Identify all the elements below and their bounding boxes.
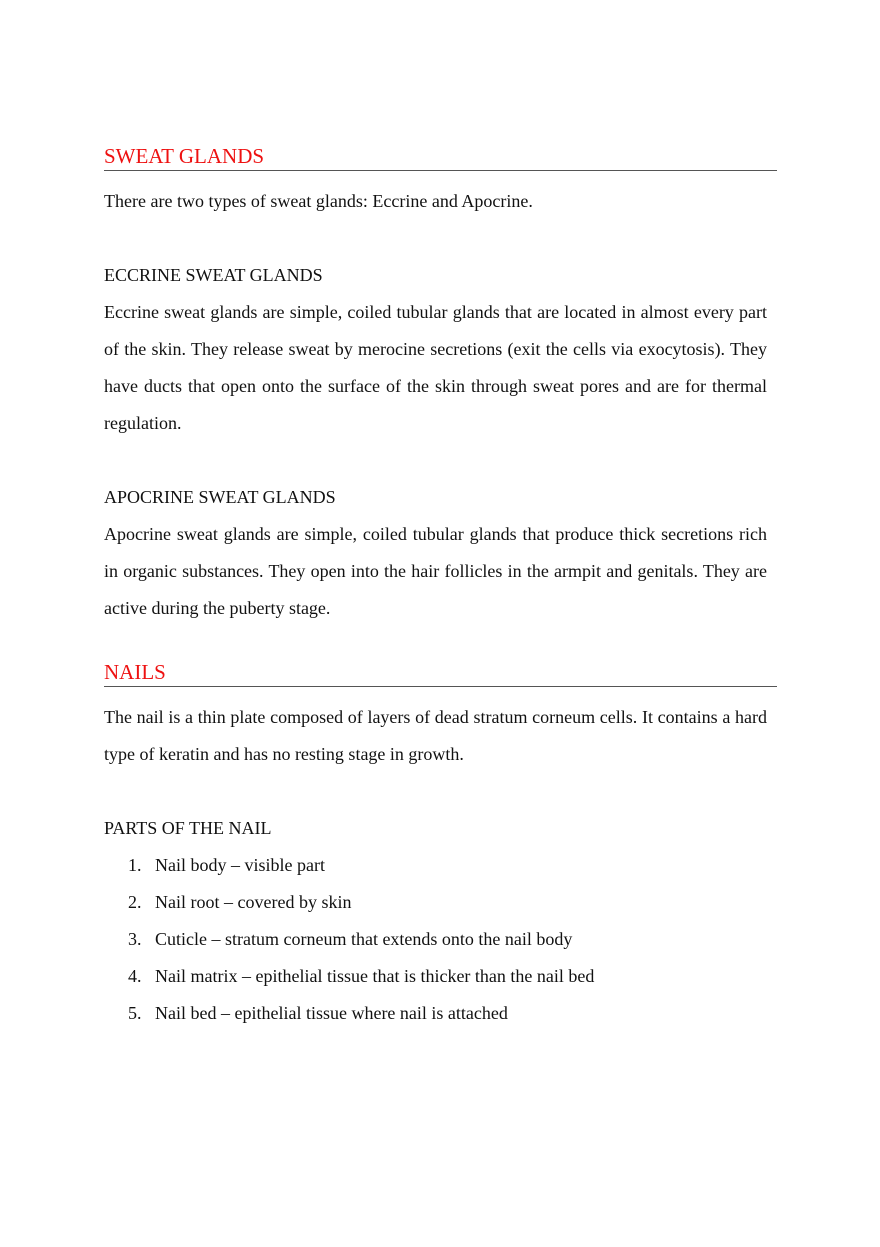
list-item <box>104 884 777 921</box>
list-item-number: 4. <box>128 966 142 986</box>
apocrine-body: Apocrine sweat glands are simple, coiled tubular glands that produce thick secretions rich in organic substances. They open into the hair follicles in the armpit and genitals. They are active during the puberty stage. <box>104 524 767 618</box>
eccrine-body: Eccrine sweat glands are simple, coiled tubular glands that are located in almost every part of the skin. They release sweat by merocine secretions (exit the cells via exocytosis). They have ducts that open onto the surface of the skin through sweat pores and are for thermal regulation. <box>104 302 767 433</box>
list-item-text: Nail matrix – epithelial tissue that is thicker than the nail bed <box>155 966 595 986</box>
apocrine-heading: APOCRINE SWEAT GLANDS <box>104 487 336 507</box>
list-item <box>104 847 777 884</box>
list-item <box>104 958 777 995</box>
section-title-nails: NAILS <box>104 659 777 687</box>
list-item <box>104 921 777 958</box>
list-item-text: Nail root – covered by skin <box>155 892 352 912</box>
list-item-text: Cuticle – stratum corneum that extends onto the nail body <box>155 929 573 949</box>
list-item-text: Nail body – visible part <box>155 855 325 875</box>
sweat-glands-intro: There are two types of sweat glands: Eccrine and Apocrine. <box>104 191 533 211</box>
nails-intro: The nail is a thin plate composed of layers of dead stratum corneum cells. It contains a hard type of keratin and has no resting stage in growth. <box>104 707 767 764</box>
list-item <box>104 995 777 1032</box>
nail-parts-heading: PARTS OF THE NAIL <box>104 818 272 838</box>
nail-parts-list <box>104 847 777 1032</box>
section-title-sweat-glands: SWEAT GLANDS <box>104 143 777 171</box>
eccrine-heading: ECCRINE SWEAT GLANDS <box>104 265 323 285</box>
list-item-number: 1. <box>128 855 142 875</box>
list-item-text: Nail bed – epithelial tissue where nail is attached <box>155 1003 508 1023</box>
list-item-number: 5. <box>128 1003 142 1023</box>
list-item-number: 3. <box>128 929 142 949</box>
list-item-number: 2. <box>128 892 142 912</box>
page-content <box>104 143 777 1032</box>
